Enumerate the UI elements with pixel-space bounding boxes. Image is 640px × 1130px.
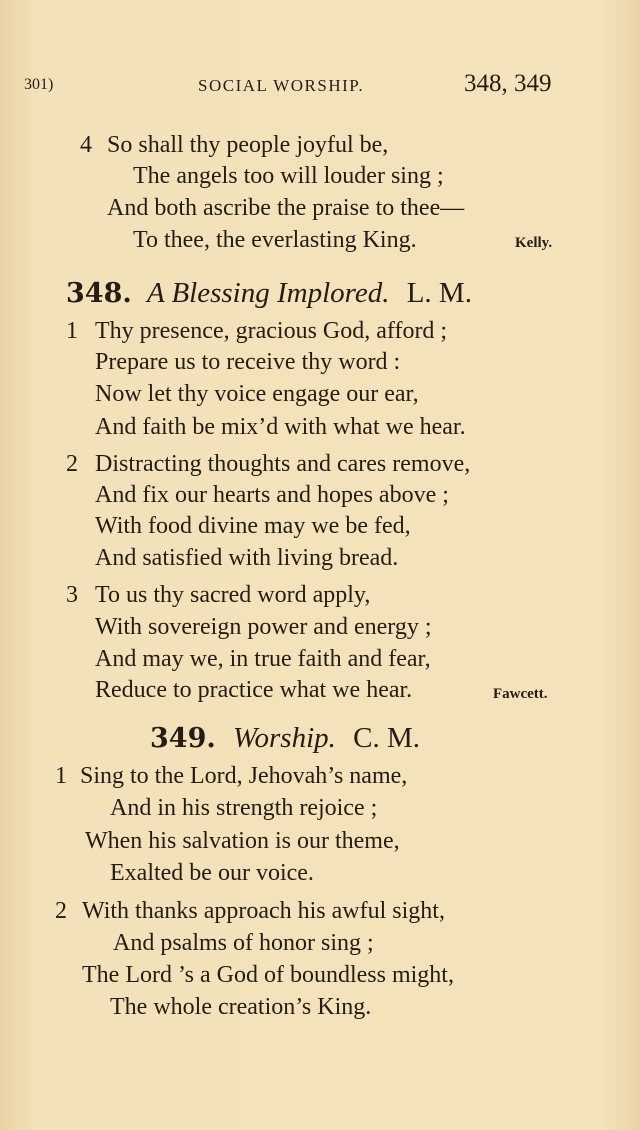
verse-line: Thy presence, gracious God, afford ; [95,318,448,344]
stanza-number: 1 [66,318,78,344]
verse-line: Exalted be our voice. [110,860,314,886]
verse-line: Now let thy voice engage our ear, [95,381,419,407]
hymn-heading [66,276,472,311]
hymn-range: 348, 349 [464,70,552,97]
stanza-number: 4 [80,132,92,158]
verse-line: Prepare us to receive thy word : [95,349,401,375]
verse-line: And fix our hearts and hopes above ; [95,482,449,508]
hymn-title: A Blessing Implored. [147,277,390,309]
verse-line: And may we, in true faith and fear, [95,646,431,672]
verse-line: With food divine may we be fed, [95,513,411,539]
author: Fawcett. [493,686,548,702]
section-title: SOCIAL WORSHIP. [198,76,365,95]
stanza-number: 1 [55,763,67,789]
verse-line: The angels too will louder sing ; [133,163,444,189]
verse-line: Sing to the Lord, Jehovah’s name, [80,763,408,789]
verse-line: With thanks approach his awful sight, [82,898,445,924]
verse-line: And faith be mix’d with what we hear. [95,414,466,440]
verse-line: The whole creation’s King. [110,994,372,1020]
verse-line: And in his strength rejoice ; [110,795,378,821]
hymn-number: 349. [150,723,216,754]
verse-line: To us thy sacred word apply, [95,582,371,608]
hymn-number: 348. [66,278,132,309]
verse-line: Reduce to practice what we hear. [95,677,413,703]
stanza-number: 2 [66,451,78,477]
stanza-number: 3 [66,582,78,608]
hymn-meter: L. M. [406,277,472,309]
verse-line: And psalms of honor sing ; [113,930,374,956]
verse-line: And both ascribe the praise to thee— [107,195,465,221]
author: Kelly. [515,235,553,251]
hymn-meter: C. M. [353,722,421,754]
verse-line: The Lord ’s a God of boundless might, [82,962,454,988]
verse-line: Distracting thoughts and cares remove, [95,451,471,477]
stanza-number: 2 [55,898,67,924]
verse-line: To thee, the everlasting King. [133,227,417,253]
page-number: 301) [24,76,54,93]
verse-line: And satisfied with living bread. [95,545,399,571]
hymn-title: Worship. [233,722,336,754]
verse-line: So shall thy people joyful be, [107,132,389,158]
verse-line: When his salvation is our theme, [85,828,400,854]
hymn-heading [150,721,420,756]
verse-line: With sovereign power and energy ; [95,614,432,640]
